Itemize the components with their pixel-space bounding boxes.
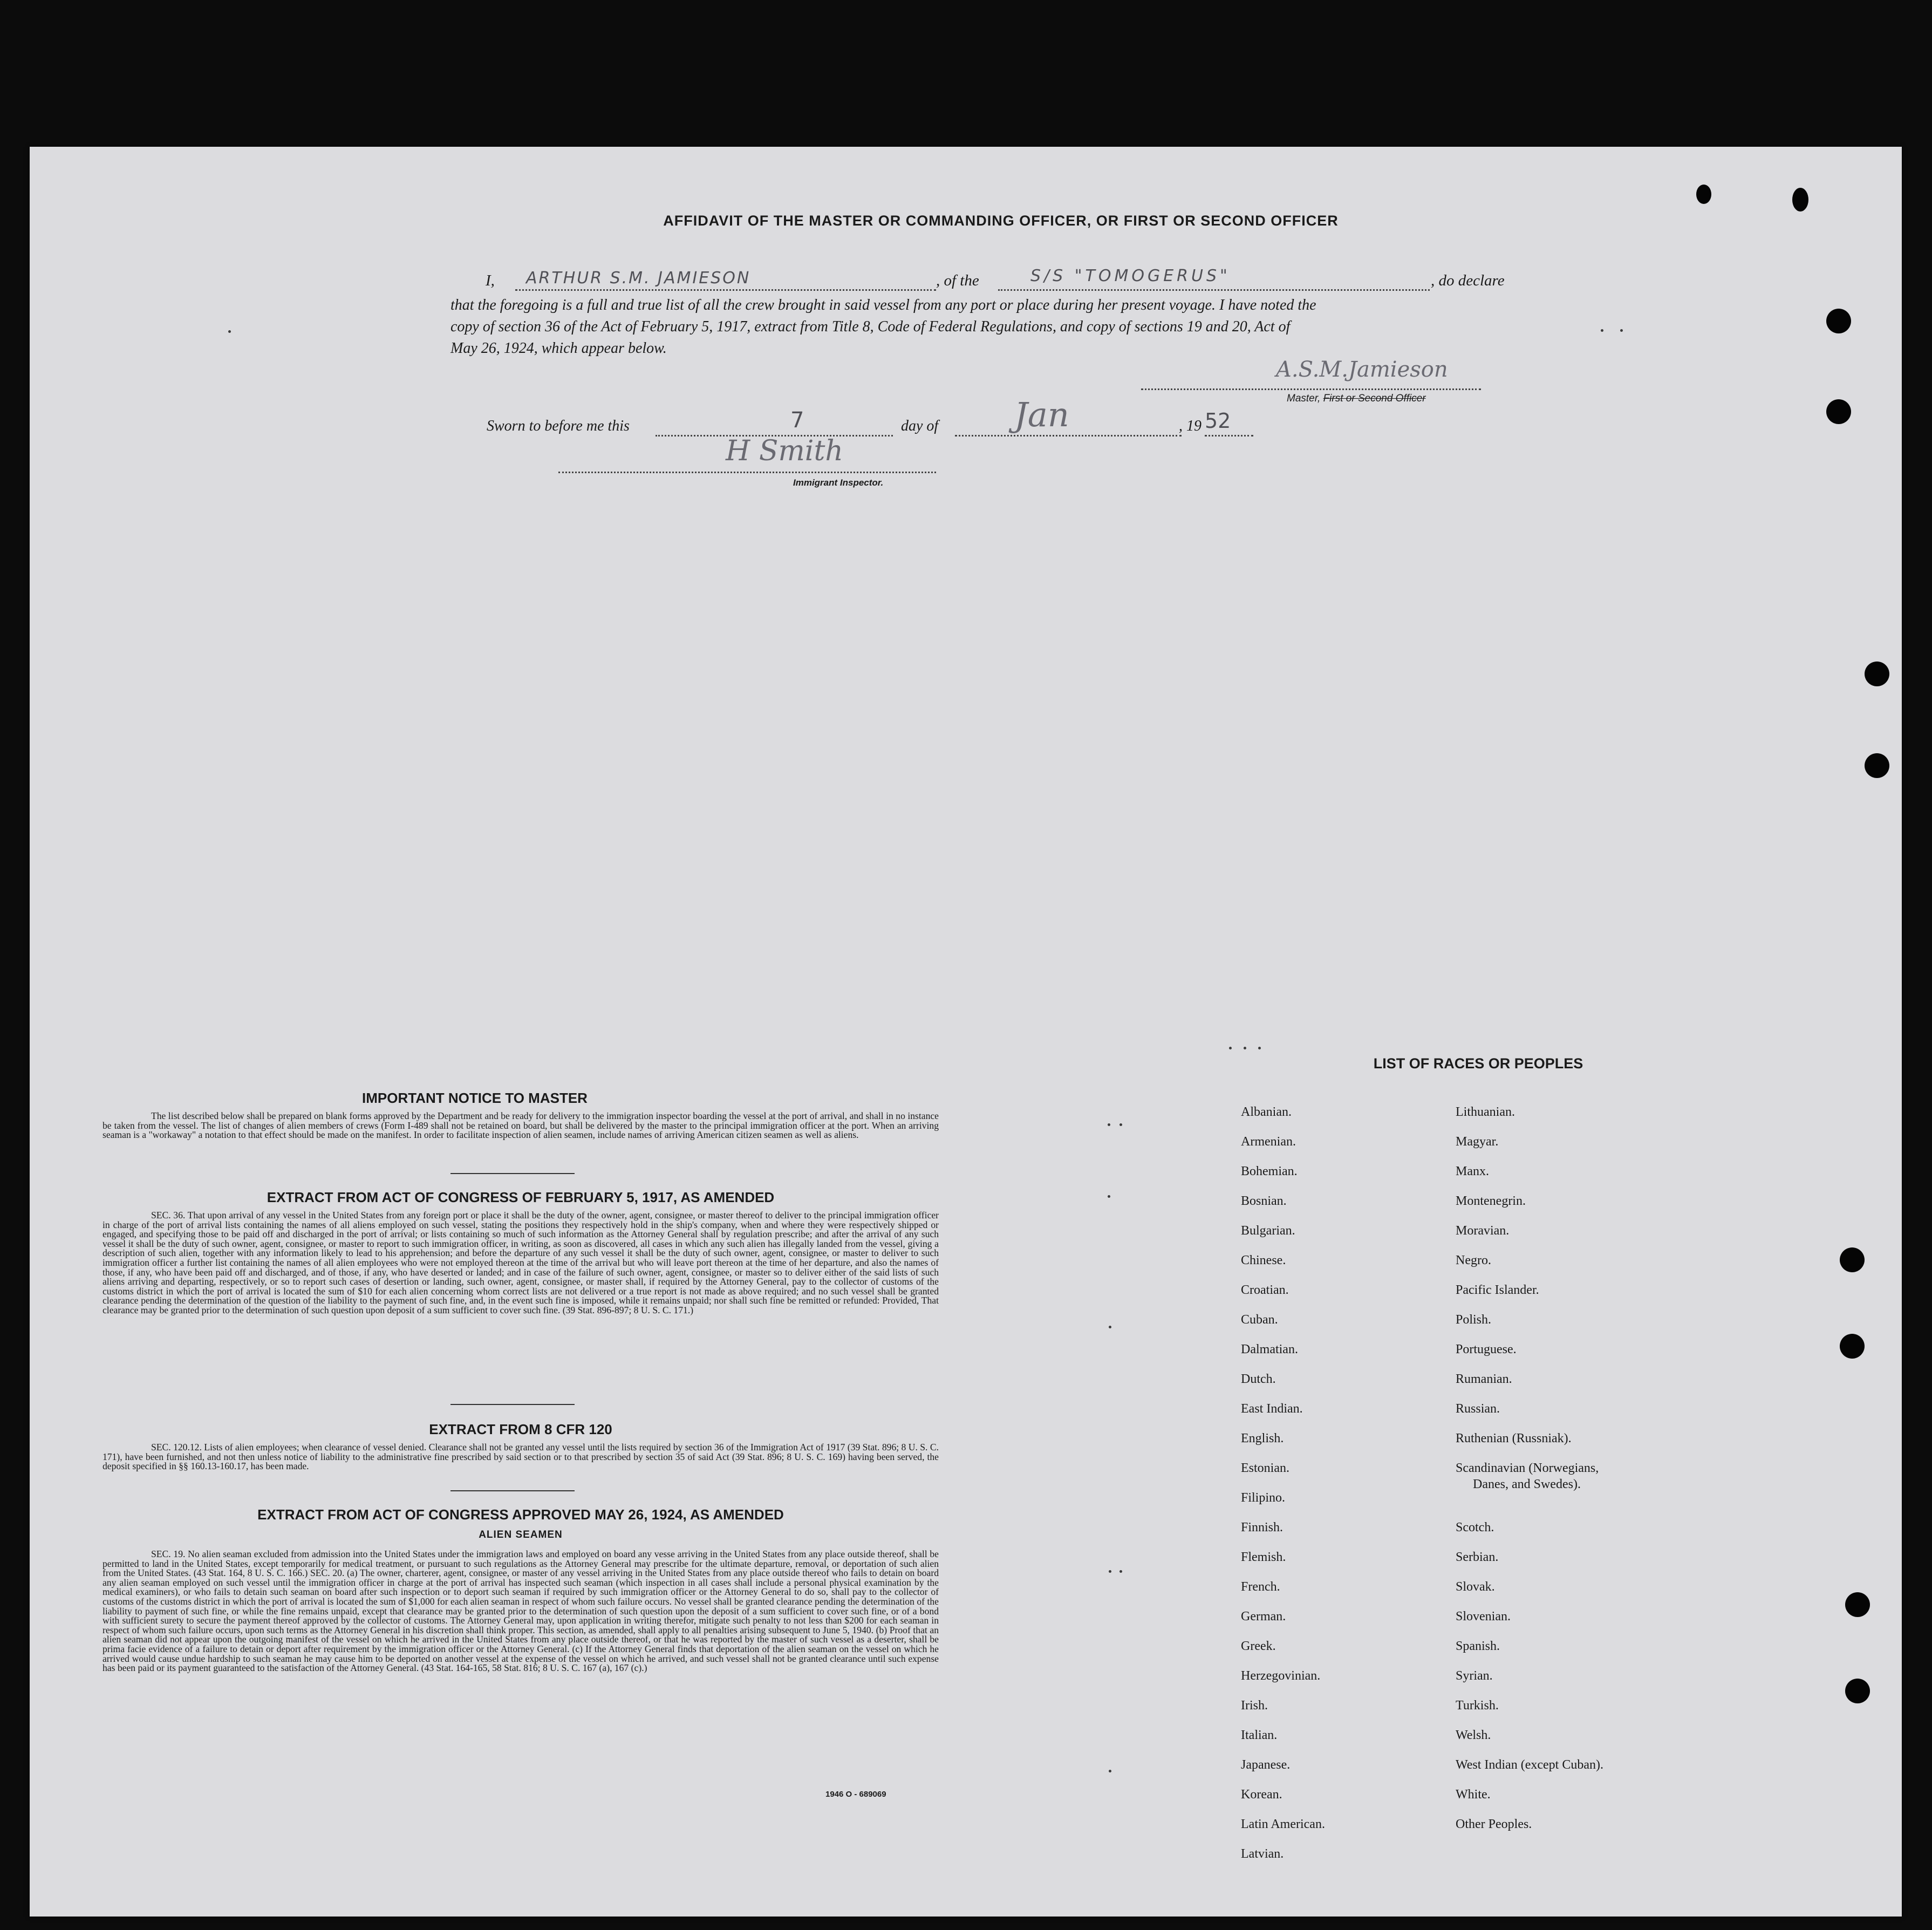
punch-hole bbox=[1792, 188, 1808, 212]
vessel-name-field bbox=[998, 267, 1430, 291]
dust-speck bbox=[1119, 1570, 1122, 1573]
race-item: Finnish. bbox=[1241, 1520, 1284, 1535]
race-item: Bosnian. bbox=[1241, 1194, 1287, 1208]
dust-speck bbox=[1108, 1123, 1110, 1126]
race-item: Irish. bbox=[1241, 1699, 1268, 1713]
race-item: Spanish. bbox=[1456, 1639, 1500, 1653]
race-item: Italian. bbox=[1241, 1728, 1278, 1742]
month-field bbox=[955, 395, 1182, 437]
race-item: Dutch. bbox=[1241, 1372, 1276, 1386]
inspector-label: Immigrant Inspector. bbox=[793, 478, 884, 488]
year-field bbox=[1205, 409, 1253, 437]
divider bbox=[450, 1173, 575, 1174]
race-item: Portuguese. bbox=[1456, 1342, 1517, 1356]
signer-role-master: Master, bbox=[1287, 393, 1323, 404]
race-item: Slovenian. bbox=[1456, 1610, 1511, 1624]
race-item: Polish. bbox=[1456, 1313, 1492, 1327]
race-item: Welsh. bbox=[1456, 1728, 1491, 1742]
master-signature: A.S.M.Jamieson bbox=[1276, 357, 1448, 382]
extract-cfr-text: SEC. 120.12. Lists of alien employees; when clearance of vessel denied. Clearance shall not be granted any vessel until the lists required by section 36 of the Immigration Act of 1917 (39 Stat. 896; 8 U. S. C. 171), have been furnished, and not then unless notice of liability to the administrative fine prescribed by said section or to that prescribed by section 35 of said Act (39 Stat. 896; 8 U. S. C. 169) having been served, the deposit specified in §§ 160.13-160.17, has been made. bbox=[103, 1442, 939, 1472]
race-item: Pacific Islander. bbox=[1456, 1283, 1539, 1297]
extract-1917-title: EXTRACT FROM ACT OF CONGRESS OF FEBRUARY 5, 1917, AS AMENDED bbox=[267, 1189, 775, 1205]
race-item: Montenegrin. bbox=[1456, 1194, 1526, 1208]
of-the-label: , of the bbox=[936, 272, 979, 289]
day-field bbox=[656, 408, 893, 437]
race-item: French. bbox=[1241, 1580, 1280, 1594]
race-item: Syrian. bbox=[1456, 1669, 1493, 1683]
race-item: Filipino. bbox=[1241, 1491, 1286, 1505]
divider bbox=[450, 1404, 575, 1405]
signer-role bbox=[1287, 393, 1426, 405]
race-item: Bulgarian. bbox=[1241, 1224, 1295, 1238]
affidavit-title: AFFIDAVIT OF THE MASTER OR COMMANDING OFFICER, OR FIRST OR SECOND OFFICER bbox=[663, 213, 1339, 229]
race-item: Herzegovinian. bbox=[1241, 1669, 1321, 1683]
race-item: White. bbox=[1456, 1788, 1491, 1802]
inspector-signature: H Smith bbox=[726, 435, 843, 467]
race-item: Manx. bbox=[1456, 1164, 1489, 1178]
race-item: Danes, and Swedes). bbox=[1473, 1477, 1581, 1491]
race-item: Ruthenian (Russniak). bbox=[1456, 1431, 1572, 1445]
race-item: Latin American. bbox=[1241, 1817, 1325, 1831]
race-item: Albanian. bbox=[1241, 1105, 1292, 1119]
race-item: Japanese. bbox=[1241, 1758, 1291, 1772]
do-declare-label: , do declare bbox=[1431, 272, 1505, 289]
race-item: East Indian. bbox=[1241, 1402, 1303, 1416]
inspector-signature-line bbox=[558, 435, 936, 473]
punch-hole bbox=[1696, 185, 1711, 204]
races-title: LIST OF RACES OR PEOPLES bbox=[1373, 1055, 1583, 1072]
race-item: Negro. bbox=[1456, 1253, 1491, 1267]
race-item: Korean. bbox=[1241, 1788, 1282, 1802]
extract-1924-text: SEC. 19. No alien seaman excluded from admission into the United States under the immigration laws and employed on board any vesse arriving in the United States from any place outside thereof, shall be permitted to land in the United States, except temporarily for medical treatment, or pursuant to such regulations as the Attorney General may prescribe for the ultimate departure, removal, or deportation of such alien from the United States. (43 Stat. 164, 8 U. S. C. 166.) SEC. 20. (a) The owner, charterer, agent, consignee, or master of any vessel arriving in the United States from any place outside thereof who fails to detain on board any alien seaman employed on such vessel until the immigration officer in charge at the port of arrival has inspected such seaman (which inspection in all cases shall include a personal physical examination by the medical examiners), or who fails to detain such seaman on board after such inspection or to deport such seaman if required by such immigration officer or the Attorney General to do so, shall pay to the collector of customs of the customs district in which the port of arrival is located the sum of $1,000 for each alien seaman in respect of whom such failure occurs. No vessel shall be granted clearance pending the determination of the liability to payment of such fine, or while the fine remains unpaid, except that clearance may be granted prior to the determination of such question upon the deposit of a sum sufficient to cover such fine, or of a bond with sufficient surety to secure the payment thereof approved by the collector of customs. The Attorney General may, upon application in writing therefor, mitigate such penalty to not less than $200 for each seaman in respect of whom such failure occurs, upon such terms as the Attorney General in his discretion shall think proper. This section, as amended, shall apply to all penalties arising subsequent to June 5, 1940. (b) Proof that an alien seaman did not appear upon the outgoing manifest of the vessel on which he arrived in the United States from any place outside thereof, or that he was reported by the master of such vessel as a deserter, shall be prima facie evidence of a failure to detain or deport after requirement by the immigration officer or the Attorney General. (c) If the Attorney General finds that deportation of the alien seaman on the vessel on which he arrived would cause undue hardship to such seaman he may cause him to be deported on another vessel at the expense of the vessel on which he arrived, and such vessel shall not be granted clearance until such expense has been paid or its payment guaranteed to the satisfaction of the Attorney General. (43 Stat. 164-165, 58 Stat. 816; 8 U. S. C. 167 (a), 167 (c).) bbox=[103, 1549, 939, 1674]
master-signature-line bbox=[1141, 357, 1481, 390]
dust-speck bbox=[1109, 1326, 1111, 1328]
divider bbox=[450, 1490, 575, 1491]
race-item: Croatian. bbox=[1241, 1283, 1289, 1297]
sworn-label: Sworn to before me this bbox=[487, 418, 630, 434]
race-item: German. bbox=[1241, 1610, 1286, 1624]
master-name-value: ARTHUR S.M. JAMIESON bbox=[526, 269, 751, 288]
vessel-name-value: S/S "TOMOGERUS" bbox=[1030, 267, 1231, 285]
year-value: 52 bbox=[1205, 409, 1231, 433]
race-item: Latvian. bbox=[1241, 1847, 1284, 1861]
dust-speck bbox=[1109, 1570, 1111, 1573]
race-item: Moravian. bbox=[1456, 1224, 1510, 1238]
day-of-label: day of bbox=[901, 418, 939, 434]
notice-title: IMPORTANT NOTICE TO MASTER bbox=[362, 1090, 588, 1106]
punch-hole bbox=[1845, 1679, 1870, 1703]
affidavit-body-line2: copy of section 36 of the Act of February 5, 1917, extract from Title 8, Code of Federal Regulations, and copy of sections 19 and 20, Act of bbox=[450, 318, 1291, 335]
punch-hole bbox=[1826, 399, 1851, 424]
affidavit-body-line1: that the foregoing is a full and true list of all the crew brought in said vessel from any port or place during her present voyage. I have noted the bbox=[450, 297, 1316, 313]
month-value: Jan bbox=[1014, 395, 1069, 434]
dust-speck bbox=[228, 330, 231, 333]
extract-1924-subtitle: ALIEN SEAMEN bbox=[479, 1529, 563, 1540]
race-item: Scandinavian (Norwegians, bbox=[1456, 1461, 1599, 1475]
race-item: Russian. bbox=[1456, 1402, 1500, 1416]
race-item: Armenian. bbox=[1241, 1135, 1296, 1149]
race-item: Greek. bbox=[1241, 1639, 1276, 1653]
dust-speck bbox=[1620, 329, 1623, 332]
race-item: Bohemian. bbox=[1241, 1164, 1298, 1178]
race-item: Flemish. bbox=[1241, 1550, 1286, 1564]
dust-speck bbox=[1601, 329, 1603, 332]
punch-hole bbox=[1826, 309, 1851, 333]
year-prefix: , 19 bbox=[1179, 418, 1201, 434]
dust-speck bbox=[1244, 1047, 1246, 1049]
race-item: Rumanian. bbox=[1456, 1372, 1512, 1386]
dust-speck bbox=[1229, 1047, 1232, 1049]
affidavit-i: I, bbox=[486, 272, 495, 289]
extract-cfr-title: EXTRACT FROM 8 CFR 120 bbox=[429, 1421, 612, 1437]
punch-hole bbox=[1840, 1247, 1865, 1272]
affidavit-body-line3: May 26, 1924, which appear below. bbox=[450, 340, 667, 357]
punch-hole bbox=[1865, 661, 1889, 686]
race-item: Dalmatian. bbox=[1241, 1342, 1298, 1356]
race-item: West Indian (except Cuban). bbox=[1456, 1758, 1603, 1772]
notice-text: The list described below shall be prepared on blank forms approved by the Department and be ready for delivery to the immigration inspector boarding the vessel at the port of arrival, and shall in no instance be taken from the vessel. The list of changes of alien members of crews (Form I-489 shall not be retained on board, but shall be delivered by the master to the principal immigration officer at the port. When an arriving seaman is a "workaway" a notation to that effect should be made on the manifest. In order to facilitate inspection of alien seamen, include names of arriving American citizen seamen as well as aliens. bbox=[103, 1110, 939, 1141]
race-item: Serbian. bbox=[1456, 1550, 1499, 1564]
extract-1924-title: EXTRACT FROM ACT OF CONGRESS APPROVED MAY 26, 1924, AS AMENDED bbox=[257, 1506, 784, 1523]
race-item: Scotch. bbox=[1456, 1520, 1494, 1535]
race-item: Turkish. bbox=[1456, 1699, 1499, 1713]
race-item: English. bbox=[1241, 1431, 1284, 1445]
dust-speck bbox=[1119, 1123, 1122, 1126]
master-name-field bbox=[515, 271, 936, 291]
race-item: Slovak. bbox=[1456, 1580, 1495, 1594]
race-item: Cuban. bbox=[1241, 1313, 1278, 1327]
signer-role-struck: First or Second Officer bbox=[1323, 393, 1426, 404]
race-item: Chinese. bbox=[1241, 1253, 1286, 1267]
dust-speck bbox=[1109, 1770, 1111, 1772]
race-item: Estonian. bbox=[1241, 1461, 1289, 1475]
race-item: Other Peoples. bbox=[1456, 1817, 1532, 1831]
dust-speck bbox=[1258, 1047, 1261, 1049]
race-item: Magyar. bbox=[1456, 1135, 1499, 1149]
race-item: Lithuanian. bbox=[1456, 1105, 1515, 1119]
dust-speck bbox=[1108, 1195, 1110, 1198]
document-sheet bbox=[30, 147, 1902, 1917]
punch-hole bbox=[1865, 753, 1889, 778]
extract-1917-text: SEC. 36. That upon arrival of any vessel in the United States from any foreign port or place it shall be the duty of the owner, agent, consignee, or master thereof to deliver to the principal immigration officer in charge of the port of arrival lists containing the names of all aliens employed on such vessel, stating the positions they respectively hold in the ship's company, when and where they were respectively shipped or engaged, and specifying those to be paid off and discharged in the port of arrival; or lists containing so much of such information as the Attorney General shall by regulation prescribe; and after the arrival of any such vessel it shall be the duty of such owner, agent, consignee, or master to report to such immigration officer, in writing, as soon as discovered, all cases in which any such alien has illegally landed from the vessel, giving a description of such alien, together with any information likely to lead to his apprehension; and before the departure of any such vessel it shall be the duty of such owner, agent, consignee, or master to deliver to such immigration officer a further list containing the names of all alien employees who were not employed thereon at the time of the arrival but who will leave port thereon at the time of her departure, and also the names of those, if any, who have been paid off and discharged, and of those, if any, who have deserted or landed; and in case of the failure of such owner, agent, consignee, or master so to deliver either of the said lists of such aliens arriving and departing, respectively, or so to report such cases of desertion or landing, such owner, agent, consignee, or master shall, if required by the Attorney General, pay to the collector of customs of the customs district in which the port of arrival is located the sum of $10 for each alien concerning whom correct lists are not delivered or a true report is not made as above required; and no such vessel shall be granted clearance pending the determination of the question of the liability to the payment of such fine, and, in the event such fine is imposed, while it remains unpaid; nor shall such fine be remitted or refunded: Provided, That clearance may be granted prior to the determination of such question upon deposit of a sum sufficient to cover such fine. (39 Stat. 896-897; 8 U. S. C. 171.) bbox=[103, 1210, 939, 1315]
punch-hole bbox=[1845, 1592, 1870, 1617]
day-value: 7 bbox=[790, 408, 804, 433]
punch-hole bbox=[1840, 1334, 1865, 1359]
print-code: 1946 O - 689069 bbox=[825, 1790, 886, 1799]
